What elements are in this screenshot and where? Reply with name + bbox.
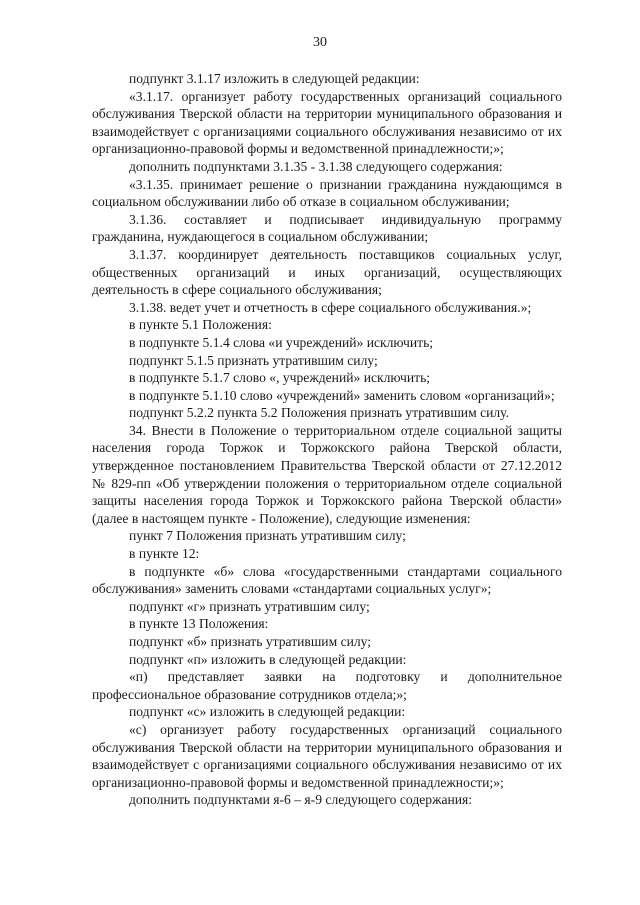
paragraph: «п) представляет заявки на подготовку и дополнительное профессиональное образование сотрудников отдела;»; [92,669,562,702]
paragraph: в подпункте 5.1.7 слово «, учреждений» исключить; [129,370,431,386]
paragraph: в пункте 12: [129,546,200,562]
paragraph: подпункт «г» признать утратившим силу; [129,598,370,614]
paragraph: в подпункте 5.1.4 слова «и учреждений» исключить; [129,334,434,350]
paragraph: в пункте 13 Положения: [129,616,269,632]
document-body [92,70,562,809]
paragraph: подпункт «с» изложить в следующей редакции: [129,704,406,720]
paragraph: 3.1.36. составляет и подписывает индивидуальную программу гражданина, нуждающегося в социальном обслуживании; [92,211,562,245]
paragraph: дополнить подпунктами я-6 – я-9 следующего содержания: [129,792,473,808]
paragraph: «с) организует работу государственных организаций социального обслуживания Тверской области на территории муниципального образования и взаимодействует с организациями социального обслуживания независимо от их организационно-правовой формы и ведомственной принадлежности;»; [92,721,562,790]
paragraph: дополнить подпунктами 3.1.35 - 3.1.38 следующего содержания: [129,158,503,174]
paragraph: в подпункте 5.1.10 слово «учреждений» заменить словом «организаций»; [129,387,555,403]
paragraph: 3.1.37. координирует деятельность поставщиков социальных услуг, общественных организаций и иных организаций, осуществляющих деятельность в сфере социального обслуживания; [92,246,562,298]
paragraph: в подпункте «б» слова «государственными стандартами социального обслуживания» заменить словами «стандартами социальных услуг»; [92,563,562,597]
paragraph: «3.1.17. организует работу государственных организаций социального обслуживания Тверской области на территории муниципального образования и взаимодействует с организациями социального обслуживания независимо от их организационно-правовой формы и ведомственной принадлежности;»; [92,88,562,157]
paragraph: «3.1.35. принимает решение о признании гражданина нуждающимся в социальном обслуживании либо об отказе в социальном обслуживании; [92,176,562,210]
paragraph: подпункт 5.1.5 признать утратившим силу; [129,352,378,368]
paragraph: 3.1.38. ведет учет и отчетность в сфере социального обслуживания.»; [129,299,532,315]
paragraph: 34. Внести в Положение о территориальном отделе социальной защиты населения города Торжок и Торжокского района Тверской области, утвержденное постановлением Правительства Тверской области от 27.12.2012 № 829-пп «Об утверждении положения о территориальном отделе социальной защиты населения города Торжок и Торжокского района Тверской области» (далее в настоящем пункте - Положение), следующие изменения: [92,422,562,526]
paragraph: подпункт 3.1.17 изложить в следующей редакции: [129,71,420,86]
page-number: 30 [313,35,327,50]
paragraph: подпункт «б» признать утратившим силу; [129,634,372,649]
paragraph: пункт 7 Положения признать утратившим силу; [129,528,406,544]
paragraph: подпункт «п» изложить в следующей редакции: [129,651,407,667]
paragraph: подпункт 5.2.2 пункта 5.2 Положения признать утратившим силу. [129,405,510,421]
paragraph: в пункте 5.1 Положения: [129,317,272,333]
